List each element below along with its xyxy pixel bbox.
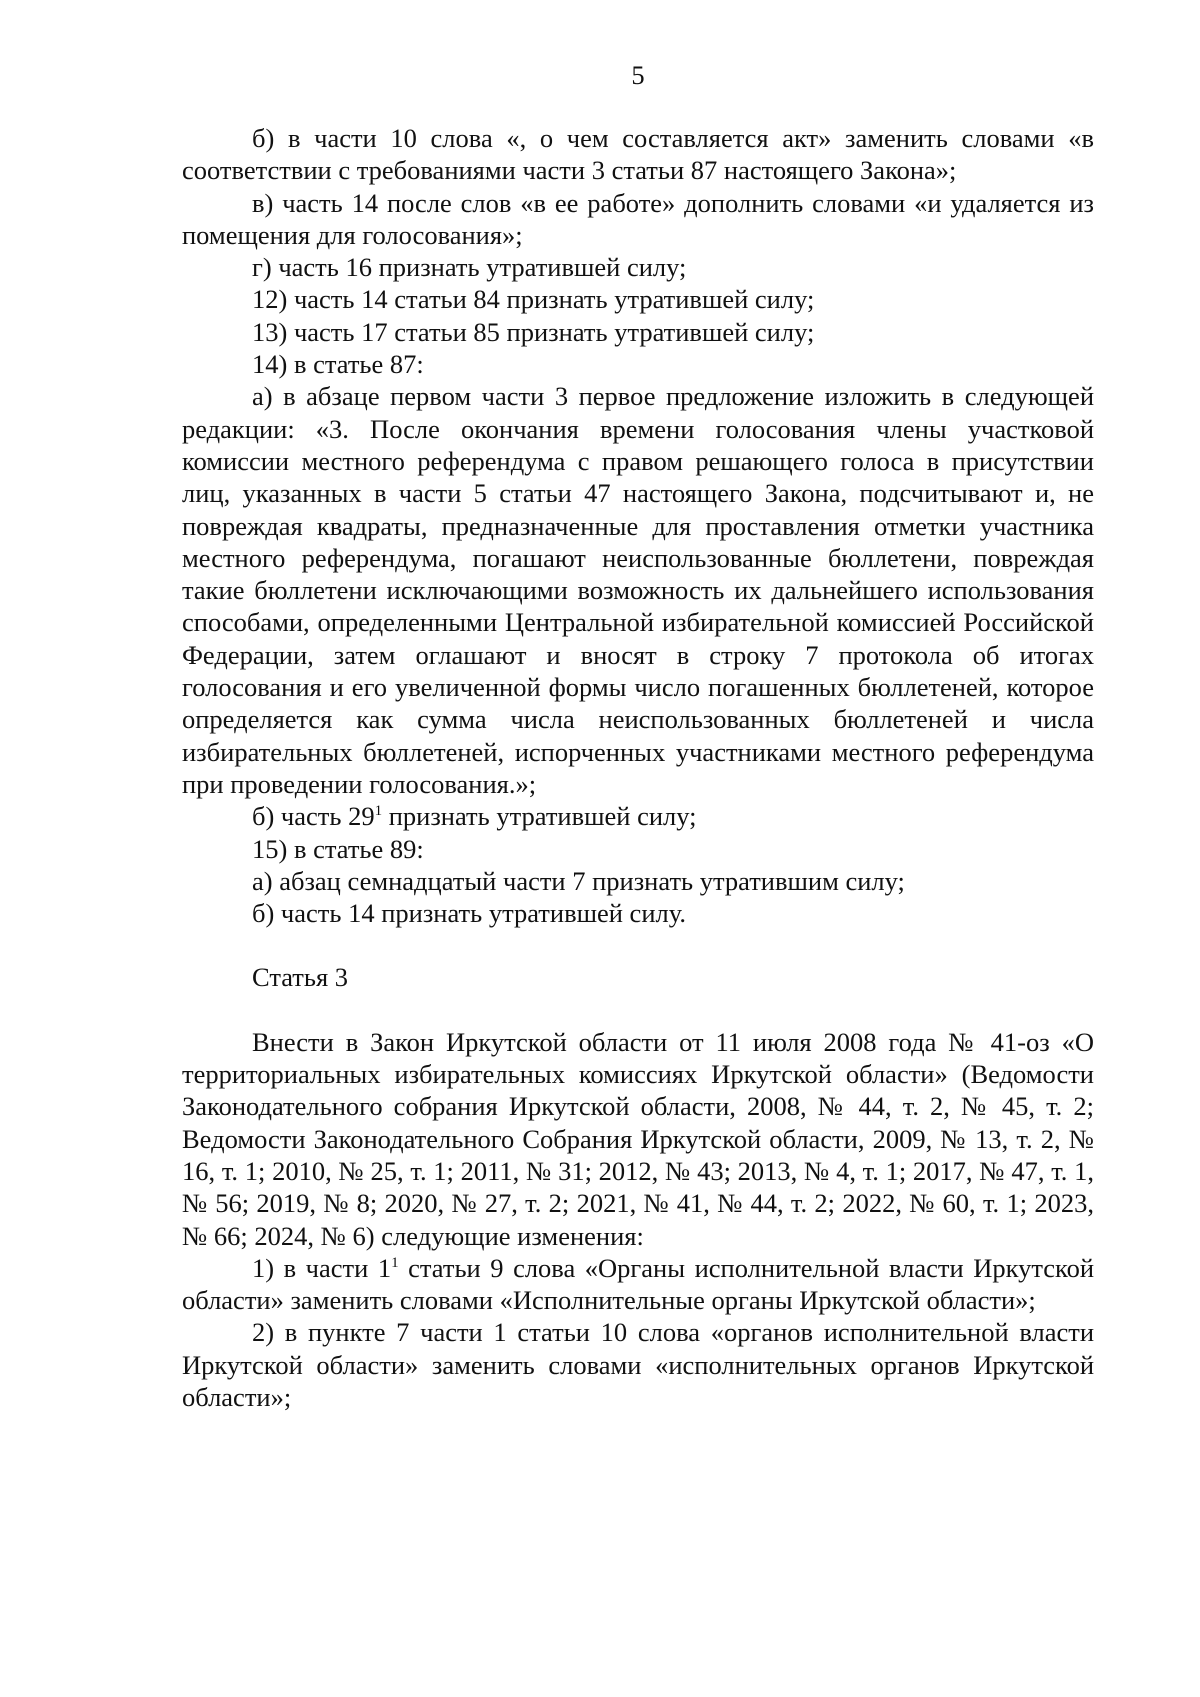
paragraph-g-part16: г) часть 16 признать утратившей силу; — [252, 252, 687, 283]
article-heading: Статья 3 — [252, 962, 349, 993]
paragraph-item-14: 14) в статье 87: — [252, 349, 424, 380]
text-segment: признать утратившей силу; — [382, 801, 697, 832]
paragraph-v-part14: в) часть 14 после слов «в ее работе» дополнить словами «и удаляется из помещения для голосования»; — [182, 187, 1094, 250]
paragraph-item-12: 12) часть 14 статьи 84 признать утратившей силу; — [252, 284, 815, 315]
page-number: 5 — [631, 60, 645, 90]
paragraph-b-part10: б) в части 10 слова «, о чем составляется акт» заменить словами «в соответствии с требованиями части 3 статьи 87 настоящего Закона»; — [182, 123, 1094, 186]
paragraph-item-1 — [182, 1252, 1094, 1317]
text-segment: статьи 9 слова «Органы исполнительной власти Иркутской области» заменить словами «Исполнительные органы Иркутской области»; — [182, 1252, 1094, 1316]
text-segment: б) часть 29 — [252, 801, 375, 832]
paragraph-b-part14: б) часть 14 признать утратившей силу. — [252, 898, 686, 929]
paragraph-item-2: 2) в пункте 7 части 1 статьи 10 слова «органов исполнительной власти Иркутской области» заменить словами «исполнительных органов Иркутской области»; — [182, 1317, 1094, 1412]
text-segment: 1) в части 1 — [252, 1252, 392, 1283]
document-page — [182, 60, 1094, 1413]
paragraph-a-part7: а) абзац семнадцатый части 7 признать утратившим силу; — [252, 865, 905, 896]
paragraph-a-part3: а) в абзаце первом части 3 первое предложение изложить в следующей редакции: «3. После окончания времени голосования члены участковой комиссии местного референдума с правом решающего голоса в присутствии лиц, указанных в части 5 статьи 47 настоящего Закона, подсчитывают и, не повреждая квадраты, предназначенные для проставления отметки участника местного референдума, погашают неиспользованные бюллетени, повреждая такие бюллетени исключающими возможность их дальнейшего использования способами, определенными Центральной избирательной комиссией Российской Федерации, затем оглашают и вносят в строку 7 протокола об итогах голосования и его увеличенной формы число погашенных бюллетеней, которое определяется как сумма числа неиспользованных бюллетеней и числа избирательных бюллетеней, испорченных участниками местного референдума при проведении голосования.»; — [182, 381, 1094, 799]
paragraph-item-15: 15) в статье 89: — [252, 833, 424, 864]
superscript: 1 — [374, 803, 383, 820]
article-intro: Внести в Закон Иркутской области от 11 июля 2008 года № 41-оз «О территориальных избирательных комиссиях Иркутской области» (Ведомости Законодательного собрания Иркутской области, 2008, № 44, т. 2, № 45, т. 2; Ведомости Законодательного Собрания Иркутской области, 2009, № 13, т. 2, № 16, т. 1; 2010, № 25, т. 1; 2011, № 31; 2012, № 43; 2013, № 4, т. 1; 2017, № 47, т. 1, № 56; 2019, № 8; 2020, № 27, т. 2; 2021, № 41, № 44, т. 2; 2022, № 60, т. 1; 2023, № 66; 2024, № 6) следующие изменения: — [182, 1026, 1094, 1251]
superscript: 1 — [391, 1254, 399, 1271]
paragraph-item-13: 13) часть 17 статьи 85 признать утратившей силу; — [252, 316, 815, 347]
paragraph-b-part29 — [182, 800, 1094, 832]
